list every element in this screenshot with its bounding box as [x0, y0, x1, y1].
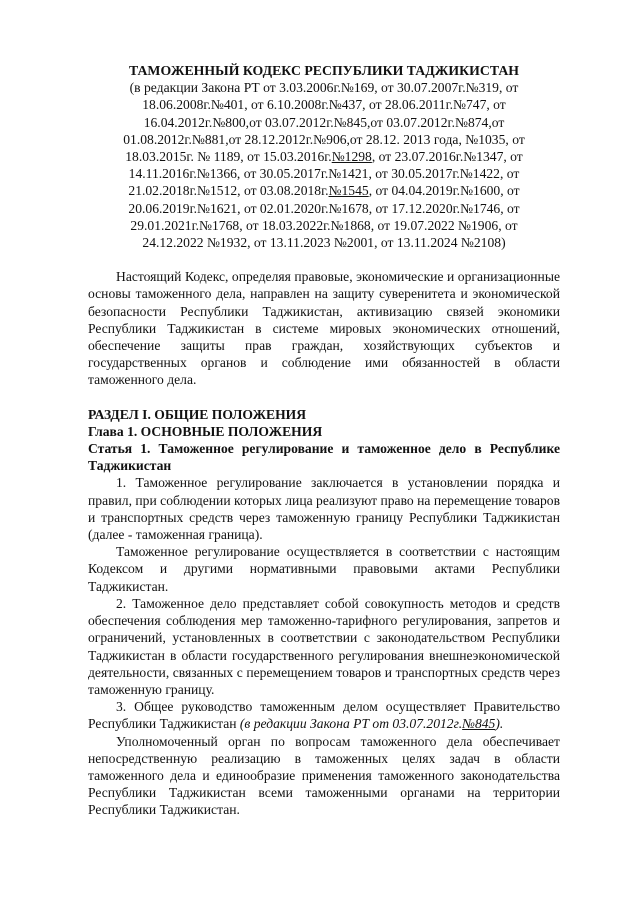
amendments-line: [88, 182, 560, 199]
section-heading: РАЗДЕЛ I. ОБЩИЕ ПОЛОЖЕНИЯ: [88, 406, 307, 422]
amendments-text: 21.02.2018г.№1512, от 03.08.2018г.: [128, 183, 329, 199]
document-page: [88, 62, 560, 819]
amendments-line: (в редакции Закона РТ от 3.03.2006г.№169, от 30.07.2007г.№319, от: [129, 80, 519, 96]
paragraph: 2. Таможенное дело представляет собой совокупность методов и средств обеспечения соблюдения мер таможенно-тарифного регулирования, запретов и ограничений, установленных в соответствии с законодательством Республики Таджикистан в области государственного регулирования внешнеэкономической деятельности, связанных с перемещением товаров и транспортных средств через таможенную границу.: [88, 595, 560, 697]
amendments-line: 29.01.2021г.№1768, от 18.03.2022г.№1868, от 19.07.2022 №1906, от: [130, 217, 518, 233]
amendments-text: 18.03.2015г. № 1189, от 15.03.2016г.: [125, 149, 332, 165]
paragraph: Таможенное регулирование осуществляется в соответствии с настоящим Кодексом и другими нормативными правовыми актами Республики Таджикистан.: [88, 544, 560, 594]
paragraph: Уполномоченный орган по вопросам таможенного дела обеспечивает непосредственную реализацию в таможенных целях задач в области таможенного дела и единообразие применения таможенного законодательства Республики Таджикистан всеми таможенными органами на территории Республики Таджикистан.: [88, 733, 560, 818]
amendments-text: , от 04.04.2019г.№1600, от: [368, 183, 520, 199]
amendments-text: , от 23.07.2016г.№1347, от: [371, 149, 523, 165]
chapter-heading: Глава 1. ОСНОВНЫЕ ПОЛОЖЕНИЯ: [88, 423, 323, 439]
paragraph: 1. Таможенное регулирование заключается в установлении порядка и правил, при соблюдении которых лица реализуют право на перемещение товаров и транспортных средств через таможенную границу Республики Таджикистан (далее - таможенная граница).: [88, 475, 560, 543]
amendment-note: [240, 716, 503, 731]
preamble: Настоящий Кодекс, определяя правовые, экономические и организационные основы таможенного дела, направлен на защиту суверенитета и экономической безопасности Республики Таджикистан, активизацию связей экономики Республики Таджикистан в системе мировых экономических отношений, обеспечение защиты прав граждан, хозяйствующих субъектов и государственных органов и соблюдение ими обязанностей в области таможенного дела.: [88, 269, 560, 388]
paragraph-text: 3. Общее руководство таможенным делом осуществляет Правительство Республики Таджикистан: [88, 699, 560, 732]
amendments-line: 18.06.2008г.№401, от 6.10.2008г.№437, от 28.06.2011г.№747, от: [142, 97, 506, 113]
amendments-line: 16.04.2012г.№800,от 03.07.2012г.№845,от 03.07.2012г.№874,от: [143, 114, 505, 130]
paragraph: [88, 698, 560, 732]
amendments-line: 01.08.2012г.№881,от 28.12.2012г.№906,от 28.12. 2013 года, №1035, от: [123, 131, 525, 147]
amendments-line: 20.06.2019г.№1621, от 02.01.2020г.№1678, от 17.12.2020г.№1746, от: [128, 200, 520, 216]
law-link-1298[interactable]: №1298: [331, 149, 372, 165]
law-link-1545[interactable]: №1545: [328, 183, 369, 199]
law-link-845[interactable]: №845: [462, 716, 496, 732]
amendments-line: [88, 148, 560, 165]
article-heading: Статья 1. Таможенное регулирование и таможенное дело в Республике Таджикистан: [88, 441, 560, 474]
amendments-list: [88, 79, 560, 251]
amendment-note-text: (в редакции Закона РТ от 03.07.2012г.: [239, 716, 463, 732]
document-title: ТАМОЖЕННЫЙ КОДЕКС РЕСПУБЛИКИ ТАДЖИКИСТАН: [128, 63, 520, 78]
amendment-note-text: ).: [495, 716, 504, 732]
amendments-line: 24.12.2022 №1932, от 13.11.2023 №2001, от 13.11.2024 №2108): [142, 235, 506, 251]
amendments-line: 14.11.2016г.№1366, от 30.05.2017г.№1421, от 30.05.2017г.№1422, от: [128, 166, 520, 182]
